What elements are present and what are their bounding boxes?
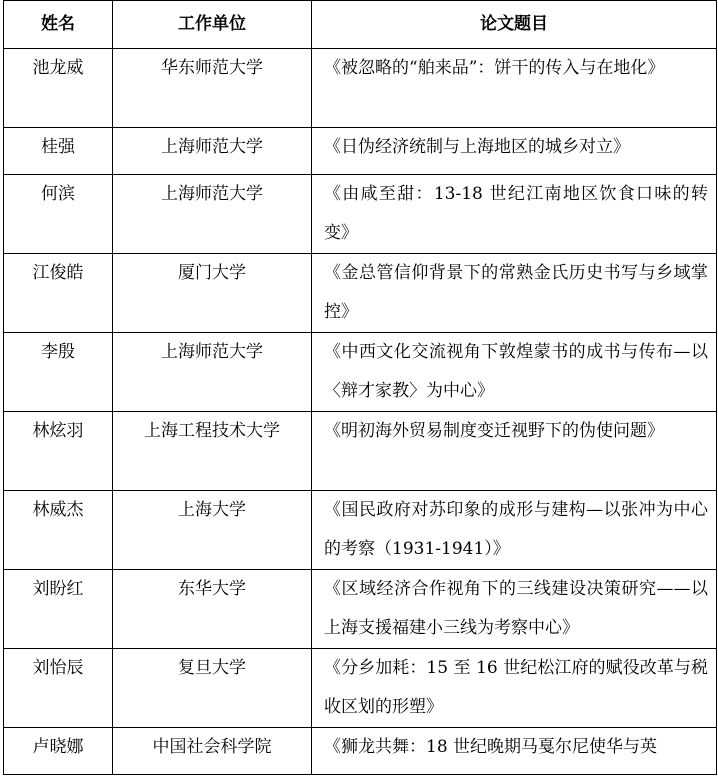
paper-title: 《分乡加耗：15 至 16 世纪松江府的赋役改革与税收区划的形塑》: [312, 649, 717, 728]
header-unit: 工作单位: [113, 1, 312, 49]
paper-title: 《区域经济合作视角下的三线建设决策研究——以上海支援福建小三线为考察中心》: [312, 570, 717, 649]
author-unit: 上海工程技术大学: [113, 412, 312, 491]
table-row: [4, 254, 717, 333]
author-name: 刘怡辰: [4, 649, 113, 728]
table-header-row: [4, 1, 717, 49]
paper-title: 《被忽略的“舶来品”：饼干的传入与在地化》: [312, 49, 717, 128]
author-unit: 中国社会科学院: [113, 728, 312, 775]
paper-title: 《由咸至甜：13-18 世纪江南地区饮食口味的转变》: [312, 175, 717, 254]
author-name: 何滨: [4, 175, 113, 254]
author-name: 刘盼红: [4, 570, 113, 649]
table-row: [4, 175, 717, 254]
header-name: 姓名: [4, 1, 113, 49]
author-unit: 上海师范大学: [113, 333, 312, 412]
author-name: 卢晓娜: [4, 728, 113, 775]
author-name: 林威杰: [4, 491, 113, 570]
paper-list-table: [3, 0, 717, 775]
author-unit: 上海大学: [113, 491, 312, 570]
table-row: [4, 649, 717, 728]
author-name: 江俊皓: [4, 254, 113, 333]
table-row: [4, 333, 717, 412]
paper-title: 《明初海外贸易制度变迁视野下的伪使问题》: [312, 412, 717, 491]
author-name: 李殷: [4, 333, 113, 412]
paper-title: 《日伪经济统制与上海地区的城乡对立》: [312, 128, 717, 175]
table-row: [4, 728, 717, 775]
author-name: 桂强: [4, 128, 113, 175]
table-row: [4, 49, 717, 128]
paper-title: 《狮龙共舞：18 世纪晚期马戛尔尼使华与英: [312, 728, 717, 775]
table-row: [4, 491, 717, 570]
author-unit: 复旦大学: [113, 649, 312, 728]
paper-title: 《中西文化交流视角下敦煌蒙书的成书与传布—以〈辩才家教〉为中心》: [312, 333, 717, 412]
paper-title: 《金总管信仰背景下的常熟金氏历史书写与乡域掌控》: [312, 254, 717, 333]
author-unit: 厦门大学: [113, 254, 312, 333]
table-row: [4, 412, 717, 491]
author-unit: 华东师范大学: [113, 49, 312, 128]
table-row: [4, 570, 717, 649]
author-name: 林炫羽: [4, 412, 113, 491]
paper-title: 《国民政府对苏印象的成形与建构—以张冲为中心的考察（1931-1941）》: [312, 491, 717, 570]
header-title: 论文题目: [312, 1, 717, 49]
author-unit: 上海师范大学: [113, 175, 312, 254]
author-unit: 上海师范大学: [113, 128, 312, 175]
table-row: [4, 128, 717, 175]
author-name: 池龙威: [4, 49, 113, 128]
author-unit: 东华大学: [113, 570, 312, 649]
